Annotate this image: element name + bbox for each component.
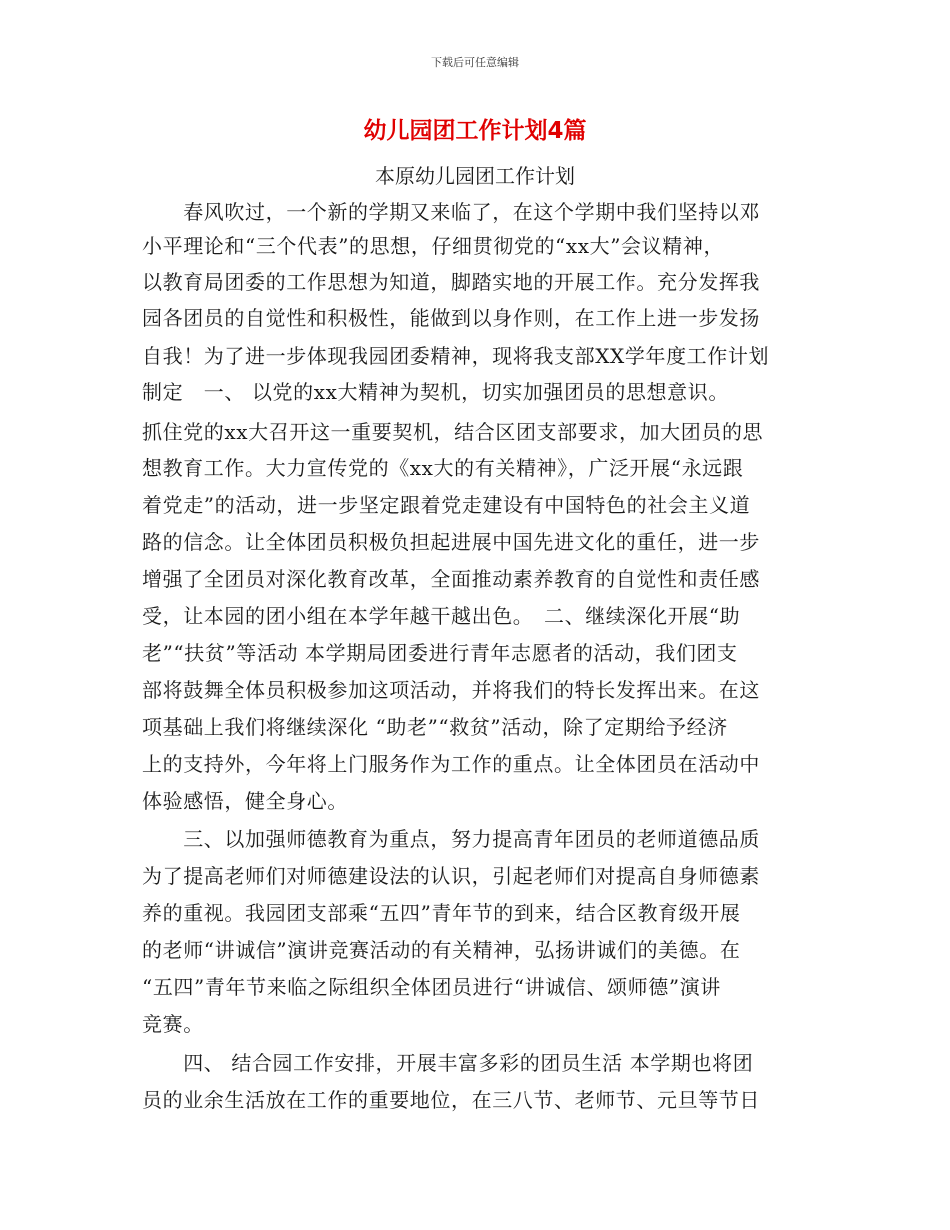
body-line: “五四”青年节来临之际组织全体团员进行“讲诚信、颂师德”演讲 <box>142 975 721 999</box>
body-line: 着党走”的活动，进一步坚定跟着党走建设有中国特色的社会主义道 <box>142 493 751 517</box>
body-line: 竞赛。 <box>142 1012 204 1036</box>
body-line: 三、以加强师德教育为重点，努力提高青年团员的老师道德品质 <box>142 827 760 851</box>
body-line: 想教育工作。大力宣传党的《xx大的有关精神》，广泛开展“永远跟 <box>142 456 744 480</box>
body-line: 四、 结合园工作安排，开展丰富多彩的团员生活 本学期也将团 <box>142 1051 754 1075</box>
body-line: 为了提高老师们对师德建设法的认识，引起老师们对提高自身师德素 <box>142 864 760 888</box>
body-line: 体验感悟，健全身心。 <box>142 789 348 813</box>
body-line: 以教育局团委的工作思想为知道，脚踏实地的开展工作。充分发挥我 <box>142 270 760 294</box>
body-line: 制定 一、 以党的xx大精神为契机，切实加强团员的思想意识。 <box>142 380 729 404</box>
body-line: 上的支持外，今年将上门服务作为工作的重点。让全体团员在活动中 <box>142 752 760 776</box>
body-line: 增强了全团员对深化教育改革，全面推动素养教育的自觉性和责任感 <box>142 567 760 591</box>
body-line: 抓住党的xx大召开这一重要契机，结合区团支部要求，加大团员的思 <box>142 420 764 444</box>
body-line: 养的重视。我园团支部乘“五四”青年节的到来，结合区教育级开展 <box>142 901 741 925</box>
body-line: 受，让本园的团小组在本学年越干越出色。 二、继续深化开展“助 <box>142 604 741 628</box>
body-line: 员的业余生活放在工作的重要地位，在三八节、老师节、元旦等节日 <box>142 1088 760 1112</box>
document-subtitle: 本原幼儿园团工作计划 <box>375 164 575 188</box>
body-line: 路的信念。让全体团员积极负担起进展中国先进文化的重任，进一步 <box>142 530 760 554</box>
body-line: 的老师“讲诚信”演讲竞赛活动的有关精神，弘扬讲诚们的美德。在 <box>142 938 741 962</box>
body-line: 项基础上我们将继续深化 “助老”“救贫”活动，除了定期给予经济 <box>142 715 728 739</box>
body-line: 老”“扶贫”等活动 本学期局团委进行青年志愿者的活动，我们团支 <box>142 641 738 665</box>
document-title: 幼儿园团工作计划4篇 <box>363 118 587 144</box>
body-line: 春风吹过，一个新的学期又来临了，在这个学期中我们坚持以邓 <box>142 200 760 224</box>
header-note: 下载后可任意编辑 <box>431 56 519 69</box>
body-line: 部将鼓舞全体员积极参加这项活动，并将我们的特长发挥出来。在这 <box>142 678 760 702</box>
body-line: 小平理论和“三个代表”的思想，仔细贯彻党的“xx大”会议精神， <box>142 234 725 258</box>
body-line: 园各团员的自觉性和积极性，能做到以身作则，在工作上进一步发扬 <box>142 306 760 330</box>
body-line: 自我！为了进一步体现我园团委精神，现将我支部XX学年度工作计划 <box>142 344 770 368</box>
